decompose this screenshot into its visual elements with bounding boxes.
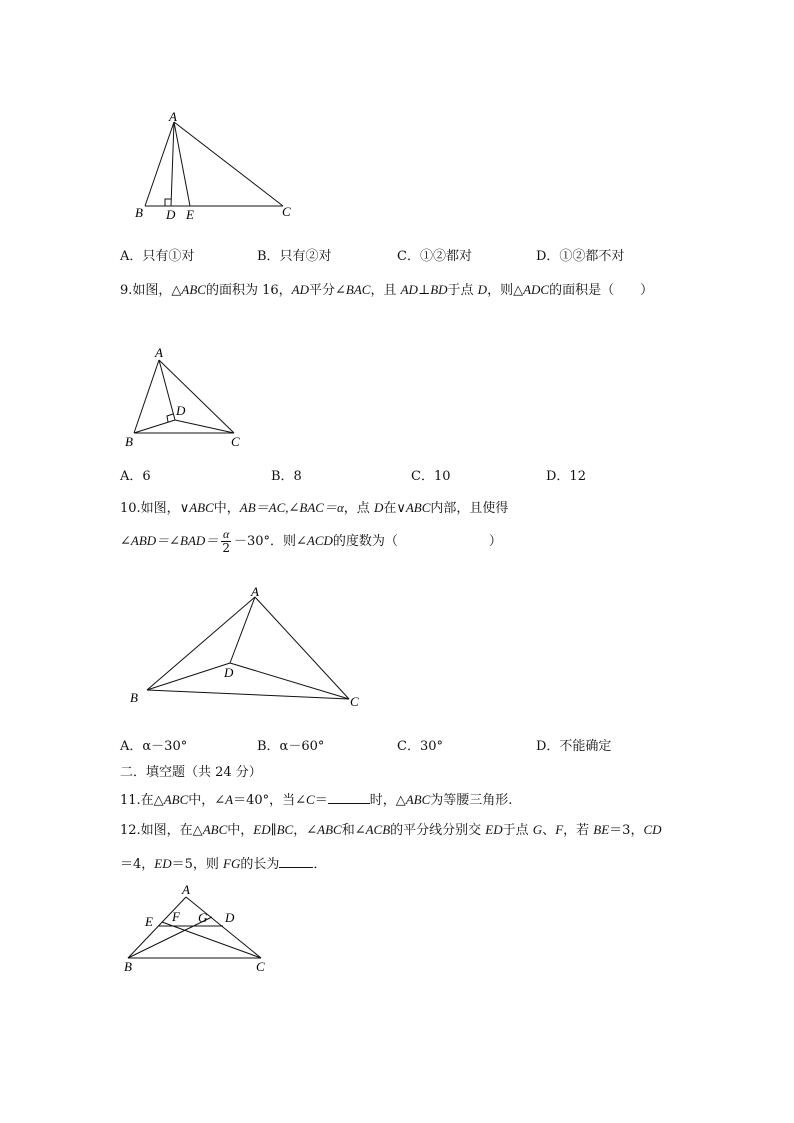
- q10-label-d: D: [224, 665, 234, 680]
- q12-label-g: G: [198, 910, 208, 925]
- q8-label-c: C: [282, 204, 291, 219]
- q8-label-e: E: [186, 207, 194, 222]
- q10-option-b: B．α－60°: [257, 739, 325, 754]
- q10-figure: [120, 580, 380, 720]
- q8-option-b: B．只有②对: [257, 249, 332, 264]
- q10-label-c: C: [350, 694, 359, 709]
- q8-label-a: A: [169, 110, 177, 124]
- q12-stem-line1: 12.如图，在△ABC中，ED∥BC，∠ABC和∠ACB的平分线分别交 ED于点 G、F，若 BE＝3，CD: [120, 822, 662, 838]
- q9-stem: 9.如图，△ABC的面积为 16，AD平分∠BAC，且 AD⊥BD于点 D，则△ADC的面积是（ ）: [120, 282, 654, 298]
- q9-label-d: D: [176, 403, 186, 418]
- q10-fraction: $\frac{\alpha}{2}$: [222, 527, 230, 555]
- q9-label-a: A: [155, 345, 163, 360]
- q10-option-a: A．α－30°: [120, 739, 188, 754]
- q10-stem-line2: ∠ABD＝∠BAD＝ $\frac{\alpha}{2}$ －30°．则∠ACD的度数为（ ）: [120, 527, 502, 555]
- q9-figure: [118, 342, 258, 452]
- q8-option-a: A．只有①对: [120, 249, 195, 264]
- q8-figure: [120, 110, 310, 230]
- q12-label-c: C: [256, 959, 265, 974]
- q9-label-b: B: [125, 434, 133, 449]
- q10-option-c: C．30°: [397, 739, 443, 754]
- q12-answer-blank[interactable]: [279, 855, 313, 868]
- q9-option-c: C．10: [411, 469, 451, 484]
- q8-option-c: C．①②都对: [397, 249, 472, 264]
- q11-answer-blank[interactable]: [328, 791, 370, 804]
- q8-label-d: D: [166, 207, 176, 222]
- q12-figure: [118, 880, 278, 980]
- q12-label-a: A: [182, 882, 190, 897]
- q10-label-b: B: [130, 690, 138, 705]
- q12-label-e: E: [145, 914, 153, 929]
- q10-option-d: D．不能确定: [536, 739, 612, 754]
- q12-stem-line2: ＝4，ED＝5，则 FG的长为 ．: [120, 856, 327, 872]
- section-fill-blank-title: 二．填空题（共 24 分）: [120, 765, 262, 780]
- q9-option-a: A．6: [120, 469, 151, 484]
- q10-stem-line1: 10.如图，∨ABC中，AB＝AC,∠BAC＝α，点 D在∨ABC内部，且使得: [120, 500, 509, 516]
- q9-option-b: B．8: [271, 469, 302, 484]
- q12-label-f: F: [172, 909, 180, 924]
- q9-label-c: C: [231, 434, 240, 449]
- q9-option-d: D．12: [546, 469, 586, 484]
- q12-label-d: D: [225, 910, 235, 925]
- q12-label-b: B: [124, 959, 132, 974]
- q11-stem: 11.在△ABC中，∠A＝40°，当∠C＝ 时，△ABC为等腰三角形.: [120, 792, 513, 808]
- q8-label-b: B: [135, 205, 143, 220]
- q8-option-d: D．①②都不对: [536, 249, 625, 264]
- q10-label-a: A: [251, 584, 259, 599]
